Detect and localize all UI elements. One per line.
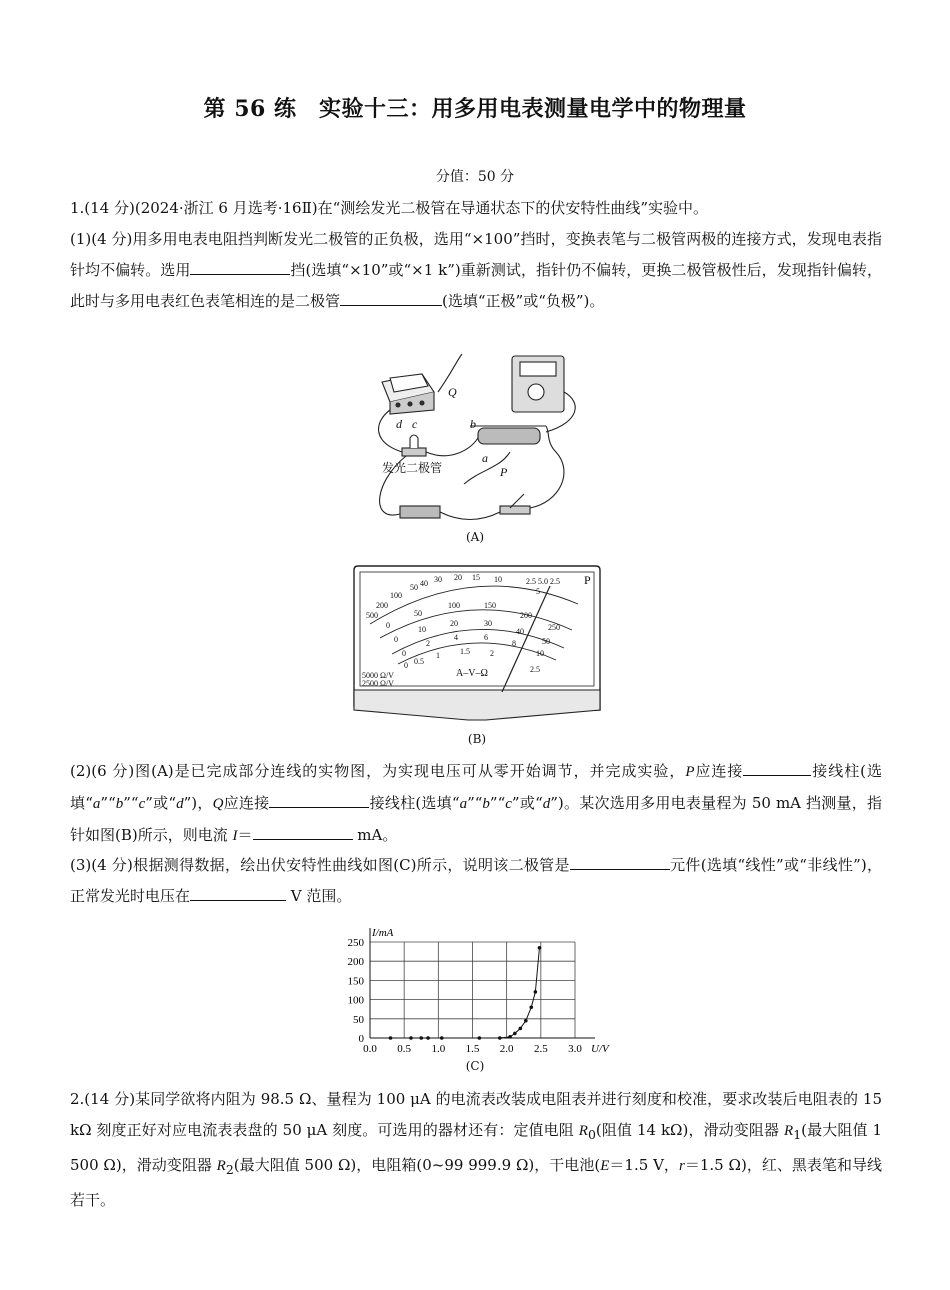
data-point	[498, 1036, 502, 1040]
mid-tick: 100	[448, 601, 460, 610]
data-point	[524, 1019, 528, 1023]
y-tick-label: 50	[353, 1013, 364, 1026]
data-point	[440, 1036, 444, 1040]
data-point	[534, 990, 538, 994]
figure-a-caption: (A)	[465, 530, 485, 544]
ohm-tick: 20	[454, 573, 462, 582]
x-tick-label: 1.5	[465, 1043, 480, 1055]
ohm-tick: 30	[434, 575, 442, 584]
y-tick-label: 250	[347, 937, 364, 949]
y-tick-label: 150	[347, 975, 364, 988]
data-point	[529, 1005, 533, 1009]
mid-tick: 0	[386, 621, 390, 630]
x-tick-label: 0.5	[397, 1043, 412, 1055]
meter-corner-P: P	[584, 573, 591, 587]
led-label: 发光二极管	[382, 461, 443, 475]
y-axis-label: I/mA	[372, 927, 394, 939]
figure-a-apparatus	[360, 352, 590, 530]
meter-center-label: A–V–Ω	[456, 668, 488, 679]
q1-part1: (1)(4 分)用多用电表电阻挡判断发光二极管的正负极，选用“×100”挡时，变换表笔与二极管两极的连接方式，发现电表指针均不偏转。选用 挡(选填“×10”或“×1 k”)重新测试，指针仍不偏转，更换二极管极性后，发现指针偏转，此时与多用电表红色表笔相连的是二极管 (选填“正极”或“负极”)。	[70, 230, 882, 310]
sensitivity-1: 5000 Ω/V	[362, 671, 394, 680]
figure-b-meter	[350, 564, 604, 722]
mid-tick: 200	[520, 611, 532, 620]
mid-tick: 150	[484, 601, 496, 610]
ohm-tick: 5	[536, 587, 540, 596]
ohm-tick: 10	[494, 575, 502, 584]
data-point	[508, 1035, 512, 1039]
inner-tick: 20	[450, 619, 458, 628]
score-line: 分值：50 分	[435, 169, 515, 185]
ohm-tick: 50	[410, 583, 418, 592]
label-d: d	[396, 417, 402, 431]
figure-c-iv-curve	[340, 920, 630, 1060]
x-tick-label: 2.0	[499, 1043, 514, 1055]
ac-tick: 2.5	[530, 665, 540, 674]
data-point	[419, 1036, 423, 1040]
q1-part2: (2)(6 分)图(A)是已完成部分连线的实物图，为实现电压可从零开始调节，并完成实验，P应连接 接线柱(选填“a”“b”“c”或“d”)，Q应连接 接线柱(选填“a”“b”“c”或“d”)。某次选用多用电表量程为 50 mA 挡测量，指针如图(B)所示，则电流 I＝ mA。	[70, 762, 882, 844]
figure-b-caption: (B)	[467, 732, 487, 746]
data-point	[513, 1032, 517, 1036]
data-point	[389, 1036, 393, 1040]
mid-tick: 250	[548, 623, 560, 632]
ac-tick: 1	[436, 651, 440, 660]
low-tick: 10	[536, 649, 544, 658]
data-point	[519, 1027, 523, 1031]
inner-tick: 30	[484, 619, 492, 628]
q1-header: 1.(14 分)(2024·浙江 6 月选考·16Ⅱ)在“测绘发光二极管在导通状态下的伏安特性曲线”实验中。	[70, 199, 708, 217]
ohm-tick: 500	[366, 611, 378, 620]
q1-part3: (3)(4 分)根据测得数据，绘出伏安特性曲线如图(C)所示，说明该二极管是 元件(选填“线性”或“非线性”)，正常发光时电压在 V 范围。	[70, 856, 882, 905]
low-tick: 8	[512, 639, 516, 648]
inner-tick: 0	[394, 635, 398, 644]
page-title: 第 56 练 实验十三：用多用电表测量电学中的物理量	[203, 96, 747, 122]
sensitivity-2: 2500 Ω/V	[362, 679, 394, 688]
y-tick-label: 0	[358, 1033, 364, 1045]
data-point	[478, 1036, 482, 1040]
x-tick-label: 1.0	[431, 1043, 446, 1055]
figure-c-caption: (C)	[465, 1059, 485, 1073]
inner-tick: 40	[516, 627, 524, 636]
y-tick-label: 200	[347, 956, 364, 969]
ac-tick: 0	[404, 661, 408, 670]
label-b: b	[470, 417, 476, 431]
inner-tick: 50	[542, 637, 550, 646]
data-point	[426, 1036, 430, 1040]
label-P: P	[500, 465, 508, 479]
low-tick: 6	[484, 633, 488, 642]
ac-tick: 2	[490, 649, 494, 658]
low-tick: 2	[426, 639, 430, 648]
ohm-tick: 200	[376, 601, 388, 610]
ohm-tick: 40	[420, 579, 428, 588]
ohm-tick: 100	[390, 591, 402, 600]
ac-tick: 1.5	[460, 647, 470, 656]
top-right-range: 2.5 5.0 2.5	[526, 577, 560, 586]
low-tick: 0	[402, 649, 406, 658]
ohm-tick: 15	[472, 573, 480, 582]
label-Q: Q	[448, 385, 457, 399]
x-tick-label: 2.5	[533, 1043, 548, 1055]
x-tick-label: 0.0	[363, 1043, 377, 1055]
mid-tick: 50	[414, 609, 422, 618]
label-a: a	[482, 451, 488, 465]
x-axis-label: U/V	[591, 1043, 609, 1055]
y-tick-label: 100	[347, 994, 364, 1007]
data-point	[538, 946, 542, 950]
low-tick: 4	[454, 633, 458, 642]
x-tick-label: 3.0	[568, 1043, 582, 1055]
data-point	[409, 1036, 413, 1040]
ac-tick: 0.5	[414, 657, 424, 666]
inner-tick: 10	[418, 625, 426, 634]
q2-text: 2.(14 分)某同学欲将内阻为 98.5 Ω、量程为 100 μA 的电流表改装成电阻表并进行刻度和校准，要求改装后电阻表的 15 kΩ 刻度正好对应电流表表盘的 50 μA 刻度。可选用的器材还有：定值电阻 $R_0$(阻值 14 kΩ)，滑动变阻器 $R_1$(最大阻值 1 500 Ω)，滑动变阻器 $R_2$(最大阻值 500 Ω)，电阻箱(0~99 999.9 Ω)，干电池(E＝1.5 V，r＝1.5 Ω)，红、黑表笔和导线若干。	[70, 1090, 883, 1209]
label-c: c	[412, 417, 418, 431]
